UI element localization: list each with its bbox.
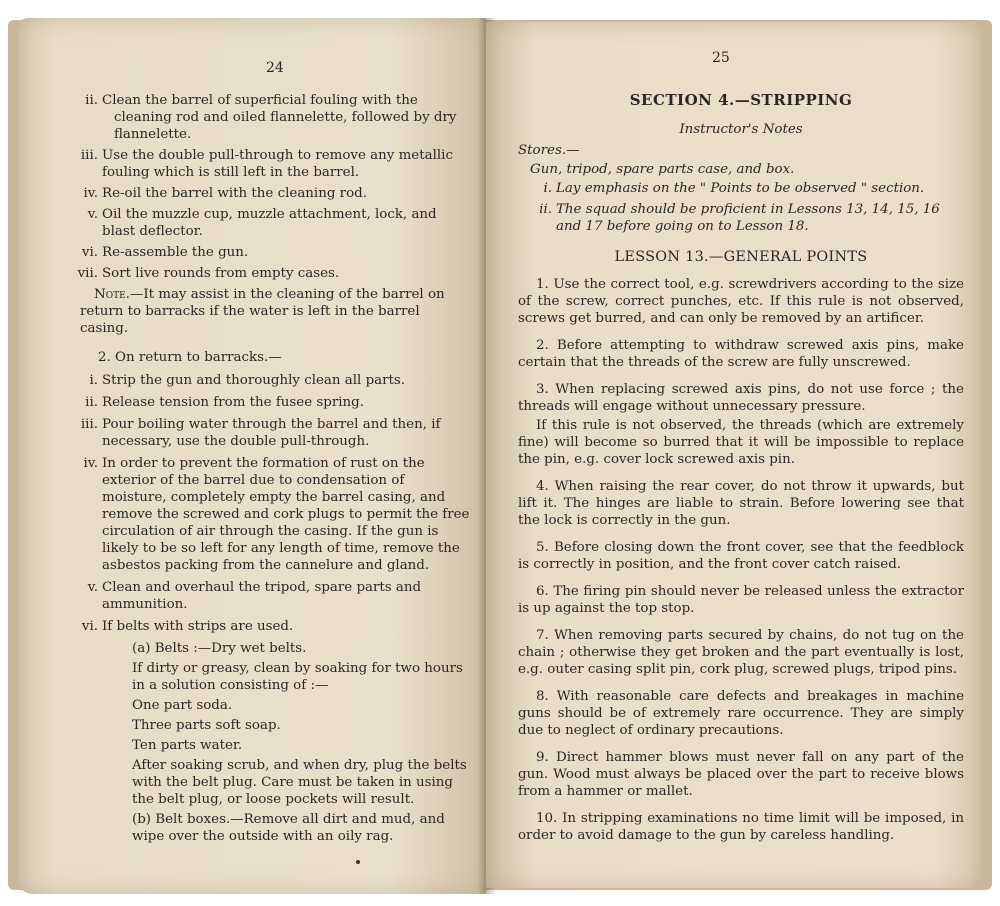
list-item: i. Lay emphasis on the " Points to be observed " section.: [543, 181, 925, 196]
ink-dot: [356, 860, 360, 864]
list-item: iii. Use the double pull-through to remove any metallic fouling which is still left in the barrel.: [80, 148, 453, 180]
list-item: ii. Clean the barrel of superficial fouling with the cleaning rod and oiled flannelette, followed by dry flannelette.: [85, 93, 457, 142]
list-item: ii. Release tension from the fusee spring.: [85, 395, 364, 410]
point-paragraph: 7. When removing parts secured by chains, do not tug on the chain ; otherwise they get broken and the part eventually is lost, e.g. outer casing split pin, cork plug, screwed plugs, tripod pins.: [518, 628, 964, 677]
point-paragraph: If this rule is not observed, the threads (which are extremely fine) will become so burred that it will be impossible to replace the pin, e.g. cover lock screwed axis pin.: [518, 418, 964, 467]
point-paragraph: 8. With reasonable care defects and breakages in machine guns should be of extremely rare occurrence. They are simply due to neglect of ordinary precautions.: [518, 689, 964, 738]
right-page-number: 25: [712, 50, 730, 66]
belts-text: If dirty or greasy, clean by soaking for two hours in a solution consisting of :—: [132, 661, 463, 693]
right-page: [486, 22, 982, 888]
point-paragraph: 9. Direct hammer blows must never fall on any part of the gun. Wood must always be placed over the part to receive blows from a hammer or mallet.: [518, 750, 964, 799]
cleaning-steps-list: [77, 92, 470, 282]
point-paragraph: 6. The firing pin should never be released unless the extractor is up against the top stop.: [518, 584, 964, 616]
list-item: vi. If belts with strips are used.: [81, 619, 294, 634]
list-item: vi. Re-assemble the gun.: [81, 245, 249, 260]
solution-line: Three parts soft soap.: [132, 718, 281, 733]
point-paragraph: 5. Before closing down the front cover, see that the feedblock is correctly in position, and the front cover catch raised.: [518, 540, 964, 572]
list-item: vii. Sort live rounds from empty cases.: [77, 266, 340, 281]
point-paragraph: 1. Use the correct tool, e.g. screwdrivers according to the size of the screw, correct punches, etc. If this rule is not observed, screws get burred, and can only be removed by an artificer.: [518, 277, 964, 326]
left-page-content: [77, 92, 470, 848]
belts-label: (a) Belts :—Dry wet belts.: [132, 641, 307, 656]
return-steps-list: [80, 372, 470, 635]
solution-line: Ten parts water.: [132, 738, 243, 753]
right-page-content: [518, 92, 964, 844]
stores-label: Stores.—: [518, 143, 580, 158]
point-paragraph: 4. When raising the rear cover, do not throw it upwards, but lift it. The hinges are liable to strain. Before lowering see that the lock is correctly in the gun.: [518, 479, 964, 528]
list-item: iv. In order to prevent the formation of rust on the exterior of the barrel due to condensation of moisture, completely empty the barrel casing, and remove the screwed and cork plugs to permit the free circulation of air through the casing. If the gun is likely to be so left for any length of time, remove the asbestos packing from the cannelure and gland.: [83, 456, 470, 573]
list-item: v. Clean and overhaul the tripod, spare parts and ammunition.: [87, 580, 422, 612]
point-paragraph: 2. Before attempting to withdraw screwed axis pins, make certain that the threads of the screw are fully unscrewed.: [518, 338, 964, 370]
solution-line: One part soda.: [132, 698, 233, 713]
list-item: ii. The squad should be proficient in Lessons 13, 14, 15, 16 and 17 before going on to Lesson 18.: [539, 202, 940, 234]
lesson-title: LESSON 13.—GENERAL POINTS: [614, 249, 868, 265]
list-item: i. Strip the gun and thoroughly clean all parts.: [89, 373, 406, 388]
left-page: [18, 18, 486, 894]
instructor-notes-list: [539, 180, 964, 235]
point-paragraph: 10. In stripping examinations no time limit will be imposed, in order to avoid damage to the gun by careless handling.: [518, 811, 964, 843]
belt-boxes-text: (b) Belt boxes.—Remove all dirt and mud, and wipe over the outside with an oily rag.: [132, 812, 445, 844]
section-title: SECTION 4.—STRIPPING: [629, 91, 853, 109]
list-item: iii. Pour boiling water through the barrel and then, if necessary, use the double pull-through.: [80, 417, 441, 449]
list-item: v. Oil the muzzle cup, muzzle attachment, lock, and blast deflector.: [87, 207, 437, 239]
left-page-number: 24: [266, 60, 284, 76]
instructors-notes-heading: Instructor's Notes: [679, 122, 803, 137]
stores-text: Gun, tripod, spare parts case, and box.: [530, 162, 795, 177]
belts-after-text: After soaking scrub, and when dry, plug the belts with the belt plug. Care must be taken in using the belt plug, or loose pockets will result.: [132, 758, 467, 807]
general-points-list: [518, 276, 964, 844]
point-paragraph: 3. When replacing screwed axis pins, do not use force ; the threads will engage without unnecessary pressure.: [518, 382, 964, 414]
note-paragraph: Note.—It may assist in the cleaning of the barrel on return to barracks if the water is left in the barrel casing.: [80, 287, 445, 336]
list-item: iv. Re-oil the barrel with the cleaning rod.: [83, 186, 367, 201]
return-to-barracks-heading: 2. On return to barracks.—: [98, 350, 282, 365]
belts-instructions: [132, 640, 470, 845]
